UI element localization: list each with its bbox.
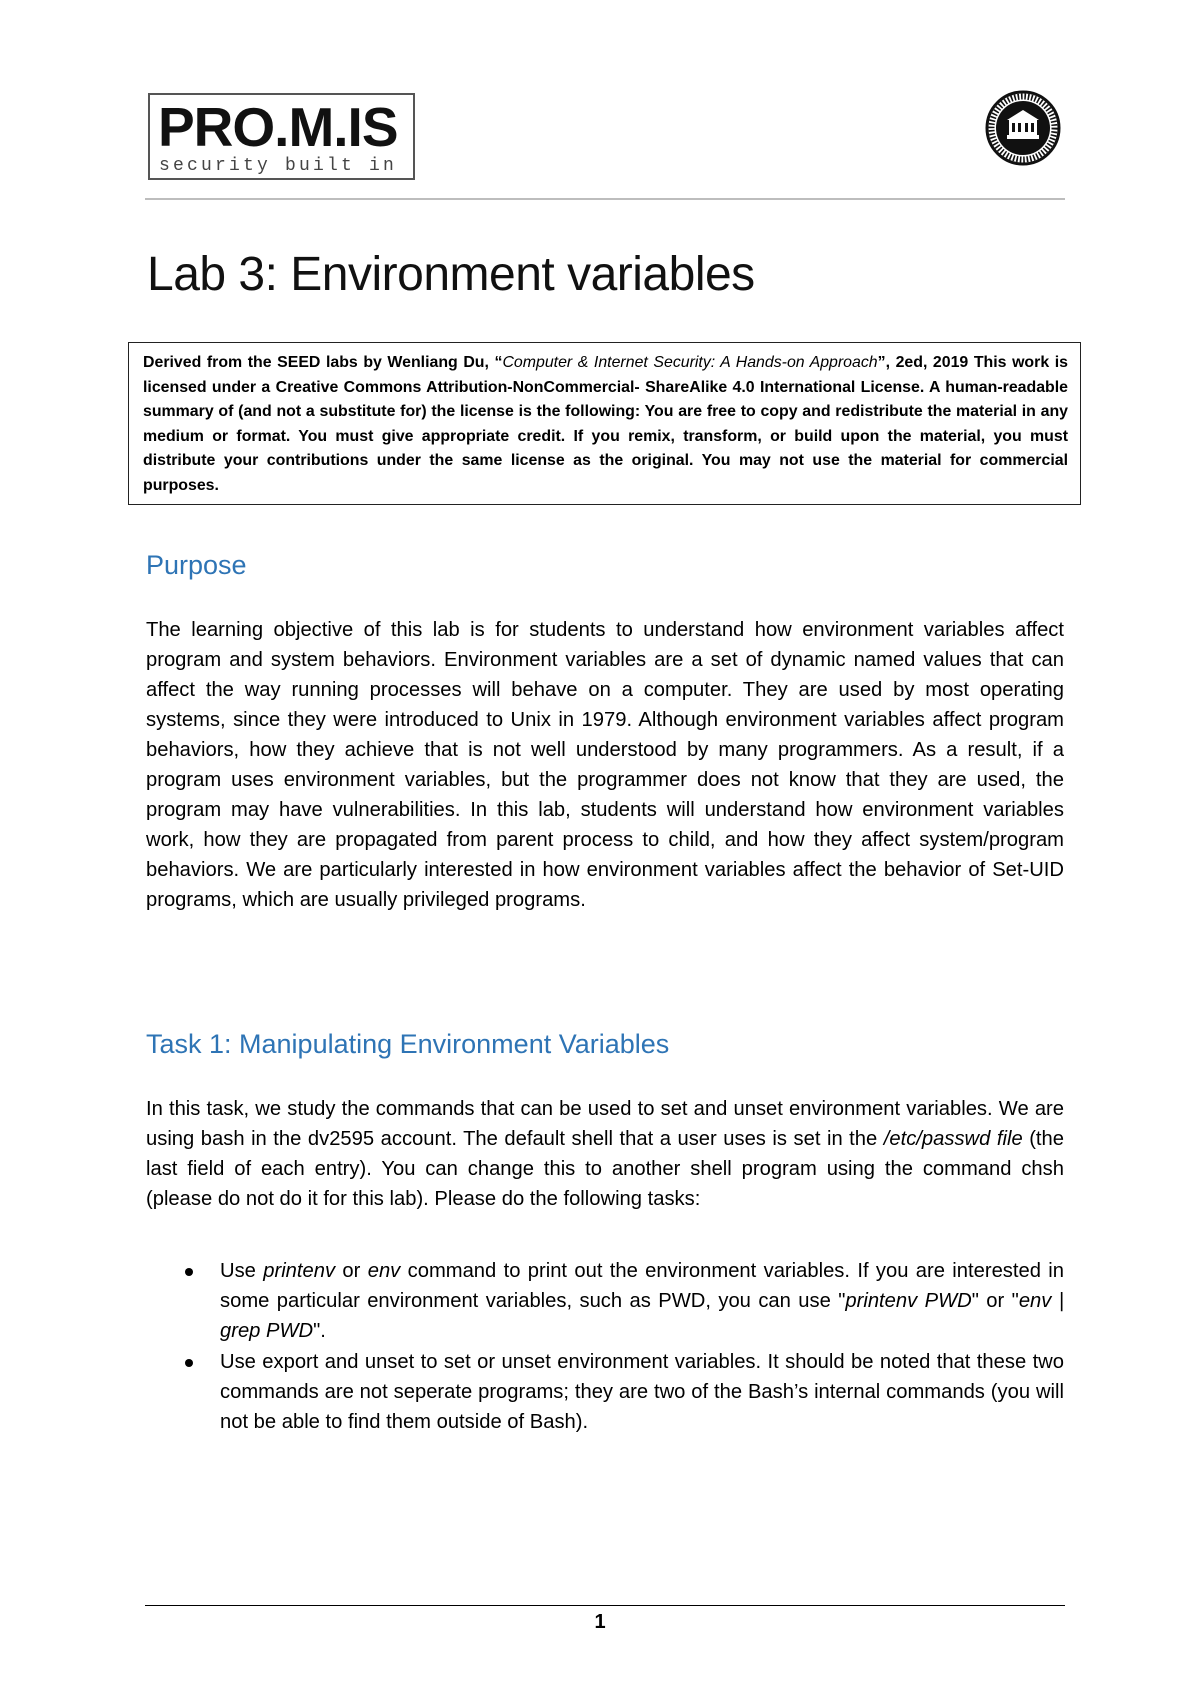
- bullet1-text: ".: [313, 1320, 326, 1342]
- env-grep-pwd-command: env | grep PWD: [220, 1290, 1065, 1342]
- page-title: Lab 3: Environment variables: [147, 248, 755, 301]
- bullet-icon: [185, 1359, 193, 1367]
- bullet-icon: [185, 1268, 193, 1276]
- page-number: 1: [594, 1611, 606, 1633]
- printenv-command: printenv: [263, 1260, 336, 1282]
- license-attribution-suffix: ”, 2ed, 2019: [877, 354, 969, 371]
- logo-tagline: security built in: [159, 156, 398, 176]
- bullet1-text: or: [335, 1260, 368, 1282]
- task1-heading: Task 1: Manipulating Environment Variables: [146, 1029, 670, 1059]
- university-seal-icon: [985, 90, 1061, 166]
- list-item: [146, 1256, 1064, 1346]
- passwd-file-path: /etc/passwd file: [883, 1128, 1023, 1150]
- purpose-heading: Purpose: [146, 550, 247, 580]
- bullet1-text: Use: [220, 1260, 264, 1282]
- promis-logo: [148, 93, 415, 180]
- task1-intro-part1: In this task, we study the commands that can be used to set and unset environment variables. We are using bash in the dv2595 account. The default shell that a user uses is set in the: [146, 1098, 1064, 1150]
- task1-intro-paragraph: [146, 1094, 1064, 1214]
- license-body: This work is licensed under a Creative Commons Attribution-NonCommercial- ShareAlike 4.0 International License. A human-readable summary of (and not a substitute for) the license is the following: You are free to copy and redistribute the material in any medium or format. You must give appropriate credit. If you remix, transform, or build upon the material, you must distribute your contributions under the same license as the original. You may not use the material for commercial purposes.: [143, 354, 1068, 494]
- license-book-title: Computer & Internet Security: A Hands-on Approach: [502, 354, 878, 371]
- license-notice: [128, 342, 1081, 505]
- logo-wordmark: PRO.M.IS: [158, 96, 398, 158]
- task1-intro-part2: (the last field of each entry). You can change this to another shell program using the command chsh (please do not do it for this lab). Please do the following tasks:: [146, 1128, 1064, 1210]
- header-divider: [145, 198, 1065, 200]
- env-command: env: [367, 1260, 401, 1282]
- list-item: [146, 1347, 1064, 1437]
- footer-divider: [145, 1605, 1065, 1606]
- purpose-paragraph: The learning objective of this lab is for students to understand how environment variables affect program and system behaviors. Environment variables are a set of dynamic named values that can affect the way running processes will behave on a computer. They are used by most operating systems, since they were introduced to Unix in 1979. Although environment variables affect program behaviors, how they achieve that is not well understood by many programmers. As a result, if a program uses environment variables, but the programmer does not know that they are used, the program may have vulnerabilities. In this lab, students will understand how environment variables work, how they are propagated from parent process to child, and how they affect system/program behaviors. We are particularly interested in how environment variables affect the behavior of Set-UID programs, which are usually privileged programs.: [146, 619, 1064, 911]
- license-attribution-prefix: Derived from the SEED labs by Wenliang Du, “: [143, 354, 503, 371]
- license-text: [143, 351, 1068, 499]
- printenv-pwd-command: printenv PWD: [845, 1290, 972, 1312]
- task1-bullet-list: [146, 1256, 1064, 1437]
- bullet1-text: " or ": [971, 1290, 1019, 1312]
- bullet2-text: Use export and unset to set or unset environment variables. It should be noted that these two commands are not seperate programs; they are two of the Bash’s internal commands (you will not be able to find them outside of Bash).: [220, 1351, 1064, 1433]
- bullet1-text: command to print out the environment variables. If you are interested in some particular environment variables, such as PWD, you can use ": [220, 1260, 1065, 1312]
